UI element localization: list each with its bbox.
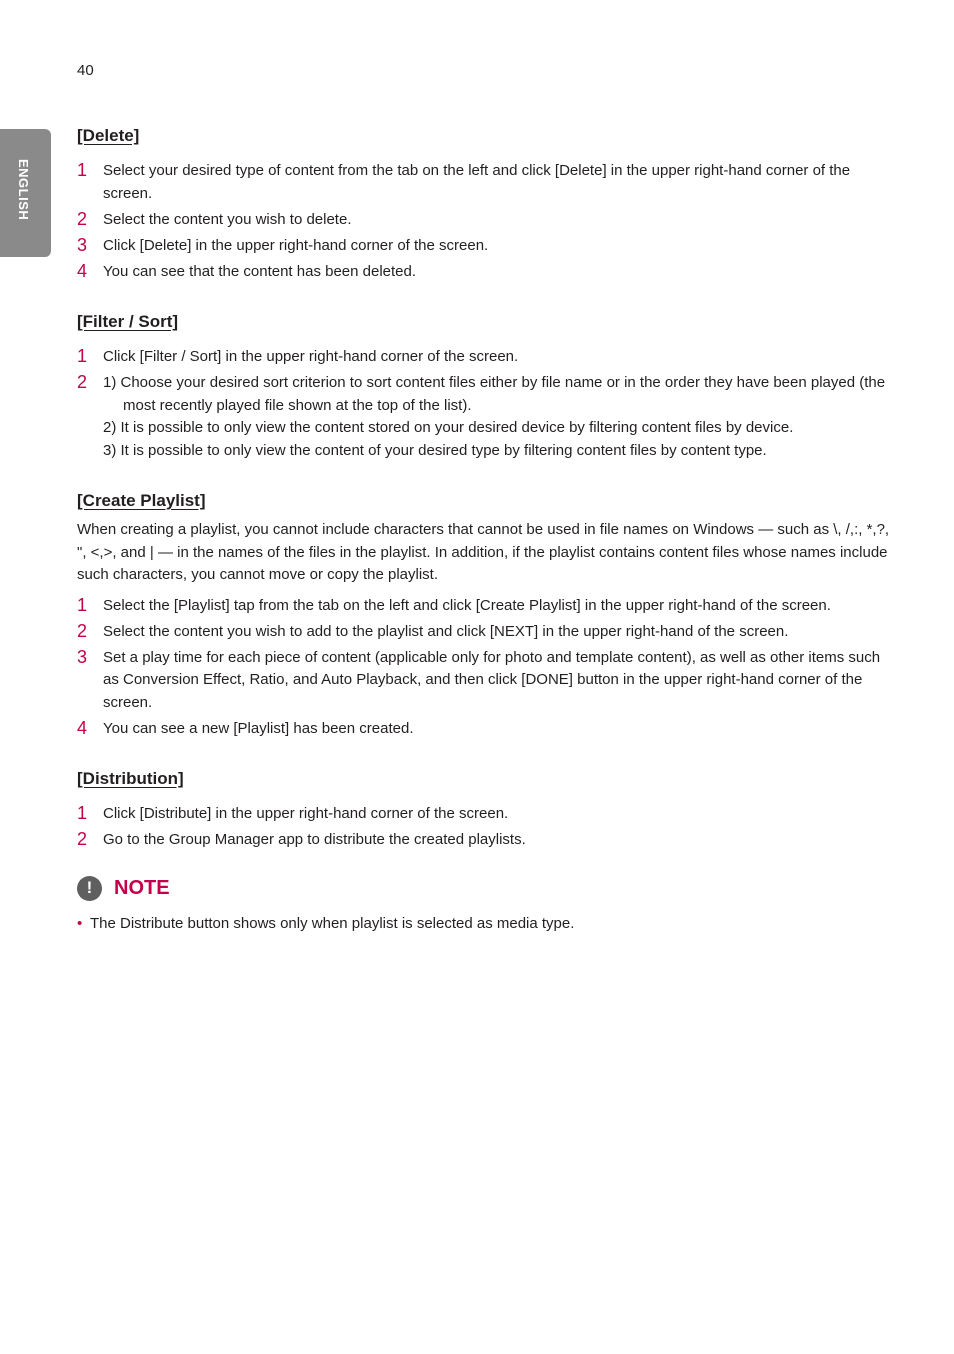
step-text: Click [Delete] in the upper right-hand corner of the screen. [103, 236, 489, 254]
step-number: 4 [77, 717, 88, 738]
list-item [77, 372, 899, 462]
step-text: Click [Distribute] in the upper right-hand corner of the screen. [103, 805, 509, 822]
list-item [77, 235, 899, 258]
bullet-dot-icon: • [77, 914, 83, 932]
step-number: 3 [77, 234, 88, 255]
step-text: Select your desired type of content from the tab on the left and click [Delete] in the upper right-hand corner of the screen. [103, 162, 851, 202]
step-number: 1 [77, 803, 88, 823]
list-item [77, 718, 899, 741]
delete-steps [77, 160, 899, 283]
step-number: 2 [77, 620, 88, 641]
step-number: 4 [77, 260, 88, 281]
language-side-tab [0, 129, 51, 257]
step-number: 1 [77, 346, 88, 366]
step-number: 3 [77, 646, 88, 667]
step-text: You can see a new [Playlist] has been created. [103, 719, 414, 737]
step-number: 2 [77, 208, 88, 229]
filter-sort-heading: [Filter / Sort] [77, 312, 179, 331]
distribution-section [77, 767, 899, 852]
sub-step: 1) Choose your desired sort criterion to sort content files either by file name or in the order they have been played (the most recently played file shown at the top of the list). [103, 374, 886, 414]
filter-sort-section [77, 310, 899, 462]
page-content [77, 124, 899, 935]
sub-step: 3) It is possible to only view the content of your desired type by filtering content files by content type. [103, 441, 767, 459]
distribution-heading: [Distribution] [77, 769, 184, 788]
list-item [77, 160, 899, 205]
filter-sort-steps [77, 346, 899, 462]
exclamation-icon: ! [77, 876, 102, 901]
step-text: Go to the Group Manager app to distribute the created playlists. [103, 831, 526, 848]
list-item [77, 829, 899, 852]
list-item [77, 261, 899, 284]
step-text: Click [Filter / Sort] in the upper right-hand corner of the screen. [103, 348, 519, 365]
distribution-steps [77, 803, 899, 852]
language-label: ENGLISH [16, 159, 31, 221]
list-item [77, 803, 899, 826]
list-item [77, 346, 899, 369]
delete-heading: [Delete] [77, 126, 140, 145]
create-playlist-section [77, 489, 899, 740]
step-text: You can see that the content has been deleted. [103, 262, 417, 280]
note-text: The Distribute button shows only when playlist is selected as media type. [90, 914, 575, 932]
create-playlist-heading: [Create Playlist] [77, 491, 206, 510]
delete-section [77, 124, 899, 283]
step-text: Select the content you wish to add to the playlist and click [NEXT] in the upper right-hand of the screen. [103, 622, 789, 640]
step-text: Set a play time for each piece of content (applicable only for photo and template content), as well as other items such as Conversion Effect, Ratio, and Auto Playback, and then click [DONE] button in the upper right-hand corner of the screen. [103, 648, 881, 711]
step-number: 1 [77, 594, 88, 615]
note-header [77, 876, 899, 901]
list-item [77, 209, 899, 232]
step-number: 1 [77, 160, 88, 180]
step-text: Select the [Playlist] tap from the tab on the left and click [Create Playlist] in the upper right-hand of the screen. [103, 596, 831, 614]
step-number: 2 [77, 829, 88, 849]
note-box [77, 876, 899, 936]
step-text: Select the content you wish to delete. [103, 210, 352, 228]
list-item [77, 595, 899, 618]
playlist-steps [77, 595, 899, 741]
sub-step: 2) It is possible to only view the content stored on your desired device by filtering content files by device. [103, 419, 794, 436]
list-item [77, 621, 899, 644]
note-bullet [77, 913, 899, 936]
list-item [77, 647, 899, 715]
note-title: NOTE [114, 876, 170, 899]
step-number: 2 [77, 372, 88, 392]
playlist-intro: When creating a playlist, you cannot include characters that cannot be used in file names on Windows — such as \, /,:, *,?, ", <,>, and | — in the names of the files in the playlist. In addition, if the playlist contains content files whose names include such characters, you cannot move or copy the playlist. [77, 521, 890, 583]
page-number: 40 [77, 62, 94, 79]
